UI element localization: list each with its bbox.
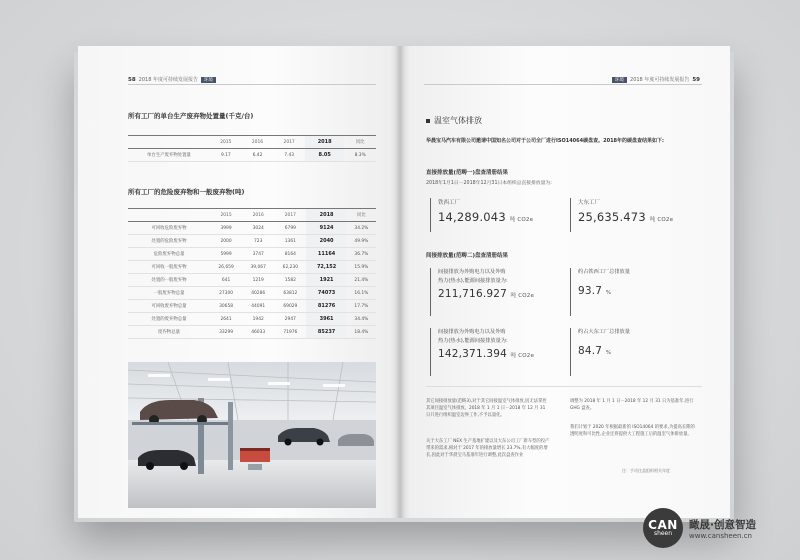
- kpi-tiexi-share: [570, 268, 630, 316]
- table-cell: 废弃物总量: [128, 326, 210, 339]
- table-cell: 15.9%: [347, 261, 376, 274]
- table-cell: 可回收一般废弃物: [128, 261, 210, 274]
- kpi-value: [438, 348, 534, 360]
- table-cell: 8.05: [305, 149, 344, 162]
- table-cell: 62,230: [274, 261, 306, 274]
- table-row: [128, 235, 376, 248]
- body-text-left: 其它间接排放量(范畴3),对于其它间接温室气体排放,因无法掌控其项目温室气体排放。2018 年 1 月 1 日－2018 年 12 月 31 日只进行组织温室边界工作,不予以量化。: [426, 399, 547, 419]
- table-cell: 33299: [210, 326, 242, 339]
- table-cell: 17.7%: [347, 300, 376, 313]
- left-running-head: [128, 76, 216, 83]
- kpi-dadong-indirect: [430, 328, 534, 376]
- table-cell: 可回收废弃物总量: [128, 300, 210, 313]
- kpi-dadong-direct: [570, 198, 673, 232]
- table-cell: 8.3%: [344, 149, 376, 162]
- left-header-rule: [128, 84, 376, 85]
- kpi-dadong-share: [570, 328, 630, 376]
- table-cell: 34.2%: [347, 222, 376, 235]
- kpi-value: [578, 285, 630, 297]
- table2-header: 2015: [210, 209, 242, 222]
- watermark-text: [689, 517, 756, 540]
- kpi-tiexi-indirect: [430, 268, 534, 316]
- table-cell: 74073: [306, 287, 346, 300]
- kpi-unit: %: [605, 290, 612, 296]
- table2-header: 2018: [306, 209, 346, 222]
- table-cell: 3024: [242, 222, 274, 235]
- table-cell: 11164: [306, 248, 346, 261]
- right-running-head-text: 2018 年度可持续发展报告: [630, 77, 690, 83]
- kpi-value: [438, 288, 534, 300]
- right-section-tag: 环境: [612, 77, 627, 83]
- scope2-title: 间接排放量(范畴二)盘查清册结果: [426, 253, 509, 259]
- table-row: [128, 248, 376, 261]
- heading-bullet-icon: [426, 119, 430, 123]
- table-row: [128, 149, 376, 162]
- table-cell: 2040: [306, 235, 346, 248]
- table-cell: 9124: [306, 222, 346, 235]
- table-cell: 641: [210, 274, 242, 287]
- left-section-tag: 环境: [201, 77, 216, 83]
- logo-text-bottom: sheen: [653, 530, 673, 537]
- right-running-head: [612, 76, 700, 83]
- table2-header: 2016: [242, 209, 274, 222]
- table1: [128, 135, 376, 162]
- kpi-unit: 吨 CO2e: [510, 293, 535, 299]
- table-row: [128, 222, 376, 235]
- table-cell: 1361: [274, 235, 306, 248]
- table-cell: 1942: [242, 313, 274, 326]
- left-page: [78, 46, 400, 518]
- kpi-value: [578, 345, 630, 357]
- table-cell: 36.7%: [347, 248, 376, 261]
- table2-title: 所有工厂的危险废弃物和一般废弃物(吨): [128, 188, 245, 196]
- table-cell: 8164: [274, 248, 306, 261]
- factory-photo: [128, 362, 376, 508]
- table-row: [128, 261, 376, 274]
- table-cell: 3961: [306, 313, 346, 326]
- table-cell: 39,067: [242, 261, 274, 274]
- table-cell: 85237: [306, 326, 346, 339]
- table1-header: [128, 136, 210, 149]
- table1-header: 2017: [273, 136, 305, 149]
- kpi-number: 25,635.473: [578, 210, 646, 224]
- table-cell: 6799: [274, 222, 306, 235]
- scope1-title: 直接排放量(范畴一)盘查清册结果: [426, 170, 509, 176]
- body-text-right: 调整为 2018 年 1 月 1 日－2018 年 12 月 31 日为基准年,进行 GHG 盘查。: [570, 399, 694, 412]
- book-gutter: [395, 46, 405, 518]
- table-cell: 5999: [210, 248, 242, 261]
- table-cell: 63812: [274, 287, 306, 300]
- table-cell: 69029: [274, 300, 306, 313]
- kpi-desc: 热力(热水),能源间接排放量为:: [438, 338, 508, 344]
- kpi-number: 142,371.394: [438, 348, 507, 360]
- body-text-left-2: 关于大东工厂 NEX 生产基地扩建以及大东公司工厂新车型的投产带来的需求,相对于 2017 年的排放量增长 23.7%,有大幅度的增长,因此对于华晨宝马基准年进行调整,此次盘查作业: [426, 439, 550, 459]
- table-cell: 危险废弃物总量: [128, 248, 210, 261]
- table-cell: 处置的废弃物总量: [128, 313, 210, 326]
- left-page-number: 58: [128, 76, 136, 83]
- kpi-number: 84.7: [578, 345, 603, 357]
- kpi-unit: 吨 CO2e: [510, 353, 535, 359]
- factory-illustration: [128, 362, 376, 508]
- table-cell: 26,659: [210, 261, 242, 274]
- scope1-period: 2018年1月1日－2018年12月31日本组织总直接排放量为:: [426, 181, 552, 186]
- table-cell: 7.43: [273, 149, 305, 162]
- table-cell: 30658: [210, 300, 242, 313]
- body-text-right-2: 我们计划于 2020 年根据最新的 ISO14064 的要求,为提高长期的透明度和可比性,企业还将提供大工程施工后的温室气体排放量。: [570, 425, 695, 438]
- cansheen-logo: [643, 508, 683, 548]
- kpi-desc: 热力(热水),能源间接排放量为:: [438, 278, 508, 284]
- table-cell: 2000: [210, 235, 242, 248]
- kpi-unit: %: [605, 350, 612, 356]
- table1-title: 所有工厂的单台生产废弃物处置量(千克/台): [128, 112, 254, 120]
- table-cell: 处置的危险废弃物: [128, 235, 210, 248]
- table2-header: 2017: [274, 209, 306, 222]
- kpi-number: 93.7: [578, 285, 603, 297]
- watermark: [643, 508, 756, 548]
- table-cell: 1921: [306, 274, 346, 287]
- divider: [426, 386, 702, 387]
- kpi-label: 大东工厂: [578, 200, 601, 206]
- footnote: 注：手动注盖组织相关年度: [622, 468, 670, 473]
- table-cell: 71976: [274, 326, 306, 339]
- table-cell: 单台生产废弃物处置量: [128, 149, 210, 162]
- table2-header: [128, 209, 210, 222]
- table-cell: 46033: [242, 326, 274, 339]
- table-cell: 40286: [242, 287, 274, 300]
- logo-text-top: CAN: [648, 518, 678, 532]
- table-cell: 6.42: [242, 149, 274, 162]
- table-cell: 81276: [306, 300, 346, 313]
- table-cell: 2947: [274, 313, 306, 326]
- watermark-url: www.cansheen.cn: [689, 531, 752, 540]
- kpi-tiexi-direct: [430, 198, 533, 232]
- table-cell: 27300: [210, 287, 242, 300]
- table1-header: 2016: [242, 136, 274, 149]
- table-cell: 34.4%: [347, 313, 376, 326]
- table1-header: 2015: [210, 136, 242, 149]
- table-cell: 9.17: [210, 149, 242, 162]
- kpi-unit: 吨 CO2e: [649, 217, 674, 223]
- table2: [128, 208, 376, 339]
- kpi-desc: 约占铁西工厂总排放量: [578, 269, 630, 275]
- table-cell: 处置的一般废弃物: [128, 274, 210, 287]
- table-cell: 可回收危险废弃物: [128, 222, 210, 235]
- table-row: [128, 274, 376, 287]
- kpi-value: [578, 210, 673, 224]
- kpi-label: 铁西工厂: [438, 200, 461, 206]
- kpi-value: [438, 210, 533, 224]
- table1-header: 2018: [305, 136, 344, 149]
- left-running-head-text: 2018 年度可持续发展报告: [138, 77, 198, 83]
- table-cell: 3999: [210, 222, 242, 235]
- table-cell: 一般废弃物总量: [128, 287, 210, 300]
- table-cell: 1219: [242, 274, 274, 287]
- kpi-desc: 间接排放为外购电力以及外购: [438, 269, 506, 275]
- table-cell: 49.9%: [347, 235, 376, 248]
- kpi-desc: 约占大东工厂总排放量: [578, 329, 630, 335]
- table-cell: 16.1%: [347, 287, 376, 300]
- table1-header: 同比: [344, 136, 376, 149]
- table-row: [128, 313, 376, 326]
- kpi-number: 14,289.043: [438, 210, 506, 224]
- table-cell: 21.4%: [347, 274, 376, 287]
- table2-header: 同比: [347, 209, 376, 222]
- kpi-unit: 吨 CO2e: [509, 217, 534, 223]
- kpi-number: 211,716.927: [438, 288, 507, 300]
- intro-text: 华晨宝马汽车有限公司邀请中国知名公司对于公司全厂进行ISO14064碳盘查。2018年的碳盘查结果如下:: [426, 138, 665, 144]
- table-row: [128, 287, 376, 300]
- table-cell: 18.4%: [347, 326, 376, 339]
- right-header-rule: [424, 84, 702, 85]
- section-heading: [426, 115, 482, 126]
- table-cell: 1582: [274, 274, 306, 287]
- right-page-number: 59: [692, 76, 700, 83]
- kpi-desc: 间接排放为外购电力以及外购: [438, 329, 506, 335]
- table-row: [128, 300, 376, 313]
- watermark-name: 瞰晟·创意智造: [689, 518, 756, 531]
- right-page: [400, 46, 730, 518]
- table-cell: 723: [242, 235, 274, 248]
- table-cell: 72,152: [306, 261, 346, 274]
- table-cell: 44091: [242, 300, 274, 313]
- section-heading-text: 温室气体排放: [434, 116, 482, 125]
- table-cell: 3747: [242, 248, 274, 261]
- table-row: [128, 326, 376, 339]
- table-cell: 2641: [210, 313, 242, 326]
